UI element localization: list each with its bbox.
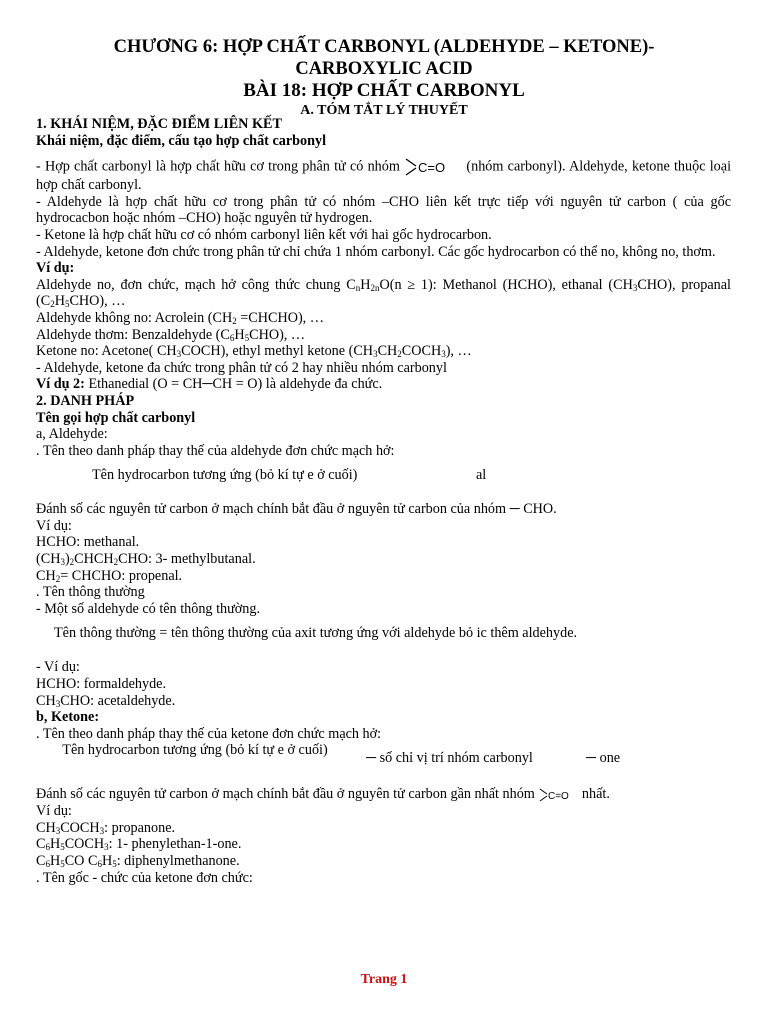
example-aldehyde-saturated: Aldehyde no, đơn chức, mạch hở công thức chung $C_nH_{2n}O(n \ge 1)$: Methanol (HCHO), ethanal $(CH_3CHO)$, propanal $(C_2H_5CHO)$, … xyxy=(36,276,732,310)
aldehyde-numbering-rule: Đánh số các nguyên tử carbon ở mạch chính bắt đầu ở nguyên tử carbon của nhóm ─ CHO. xyxy=(36,501,557,518)
aldehyde-example-3: $CH_2=$ CHCHO: propenal. xyxy=(36,567,183,584)
aldehyde-common-name-desc: - Một số aldehyde có tên thông thường. xyxy=(36,600,261,617)
ketone-substitutive-rule: . Tên theo danh pháp thay thế của ketone đơn chức mạch hở: xyxy=(36,725,382,742)
section-2-heading: 2. DANH PHÁP xyxy=(36,392,135,409)
section-1-heading: 1. KHÁI NIỆM, ĐẶC ĐIỂM LIÊN KẾT xyxy=(36,116,282,132)
svg-text:C=O: C=O xyxy=(418,160,446,176)
aldehyde-example-2: $(CH_3)_2CHCH_2CHO$: 3- methylbutanal. xyxy=(36,551,256,568)
chapter-title xyxy=(40,36,728,80)
aldehyde-common-example-label: - Ví dụ: xyxy=(36,659,80,676)
carbonyl-group-icon xyxy=(404,157,462,177)
aldehyde-label: a, Aldehyde: xyxy=(36,426,108,443)
paragraph-aldehyde-definition: - Aldehyde là hợp chất hữu cơ trong phân tử có nhóm –CHO liên kết trực tiếp với nguyên tử carbon ( của gốc hydrocacbon hoặc nhóm –CHO) hoặc nguyên tử hydrogen. xyxy=(36,193,731,227)
aldehyde-common-example-1: HCHO: formaldehyde. xyxy=(36,676,167,693)
lesson-title: BÀI 18: HỢP CHẤT CARBONYL xyxy=(243,80,525,101)
paragraph-monofunctional: - Aldehyde, ketone đơn chức trong phân tử chỉ chứa 1 nhóm carbonyl. Các gốc hydrocarbon có thể no, không no, thơm. xyxy=(36,243,716,260)
ketone-example-1: $CH_3COCH_3$: propanone. xyxy=(36,819,176,836)
aldehyde-example-1: HCHO: methanal. xyxy=(36,534,140,551)
paragraph-ketone-definition: - Ketone là hợp chất hữu cơ có nhóm carbonyl liên kết với hai gốc hydrocarbon. xyxy=(36,226,492,243)
aldehyde-name-formula: Tên hydrocarbon tương ứng (bỏ kí tự e ở cuối) al xyxy=(92,467,487,484)
example-aldehyde-unsaturated: Aldehyde không no: Acrolein ($CH_2$ =CHCHO), … xyxy=(36,309,324,326)
aldehyde-substitutive-rule: . Tên theo danh pháp thay thế của aldehyde đơn chức mạch hở: xyxy=(36,442,395,459)
aldehyde-common-example-2: $CH_3CHO$: acetaldehyde. xyxy=(36,692,176,709)
ketone-numbering-rule: Đánh số các nguyên tử carbon ở mạch chính bắt đầu ở nguyên tử carbon gần nhất nhóm C=O nhất. xyxy=(36,786,610,803)
chapter-title-line-1: CHƯƠNG 6: HỢP CHẤT CARBONYL (ALDEHYDE – KETONE)- xyxy=(113,37,655,57)
example-label-2: Ví dụ: xyxy=(36,517,72,534)
section-1-subheading: Khái niệm, đặc điểm, cấu tạo hợp chất carbonyl xyxy=(36,132,327,149)
section-title: A. TÓM TẮT LÝ THUYẾT xyxy=(300,103,468,118)
paragraph-polyfunctional: - Aldehyde, ketone đa chức trong phân tử có 2 hay nhiều nhóm carbonyl xyxy=(36,359,447,376)
paragraph-carbonyl-definition: - Hợp chất carbonyl là hợp chất hữu cơ trong phân tử có nhóm C=O (nhóm carbonyl). Aldehyde, ketone thuộc loại hợp chất carbonyl. xyxy=(36,158,732,194)
document-body xyxy=(36,116,731,886)
chapter-title-line-2: CARBOXYLIC ACID xyxy=(295,59,473,79)
ketone-example-2: $C_6H_5COCH_3$: 1- phenylethan-1-one. xyxy=(36,836,242,853)
aldehyde-common-name-formula: Tên thông thường = tên thông thường của axit tương ứng với aldehyde bỏ ic thêm aldehyde. xyxy=(54,625,578,642)
example-ketone-saturated: Ketone no: Acetone( $CH_3COCH$), ethyl methyl ketone $(CH_3CH_2COCH_3)$, … xyxy=(36,343,472,360)
ketone-name-formula: Tên hydrocarbon tương ứng (bỏ kí tự e ở cuối) ─ số chỉ vị trí nhóm carbonyl ─ one xyxy=(62,742,621,767)
ketone-example-label: Ví dụ: xyxy=(36,803,72,820)
page-number: Trang 1 xyxy=(360,972,408,987)
ketone-label: b, Ketone: xyxy=(36,709,100,726)
example-aldehyde-aromatic: Aldehyde thơm: Benzaldehyde $(C_6H_5CHO)$, … xyxy=(36,326,306,343)
example-2: Ví dụ 2: Ethanedial (O = CH─CH = O) là aldehyde đa chức. xyxy=(36,376,383,393)
carbonyl-group-icon-small xyxy=(538,787,578,803)
section-2-subheading: Tên gọi hợp chất carbonyl xyxy=(36,409,196,426)
aldehyde-common-name-label: . Tên thông thường xyxy=(36,584,145,601)
ketone-radical-functional-rule: . Tên gốc - chức của ketone đơn chức: xyxy=(36,869,253,886)
example-label: Ví dụ: xyxy=(36,260,75,277)
ketone-example-3: $C_6H_5CO$ $C_6H_5$: diphenylmethanone. xyxy=(36,852,240,869)
svg-text:C=O: C=O xyxy=(548,791,570,803)
